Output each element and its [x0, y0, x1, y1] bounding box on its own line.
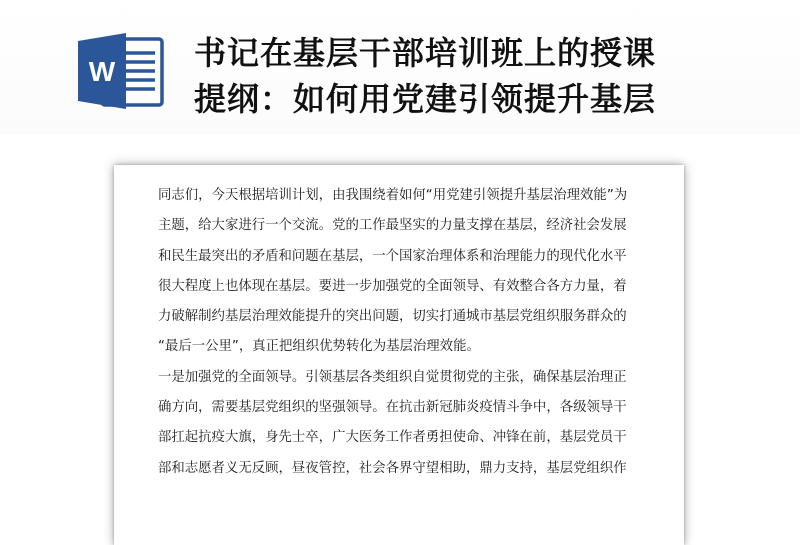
word-document-icon: [76, 31, 166, 111]
document-title: [194, 30, 754, 122]
body-line: 主题，给大家进行一个交流。党的工作最坚实的力量支撑在基层，经济社会发展: [158, 218, 627, 234]
body-line: 很大程度上也体现在基层。要进一步加强党的全面领导、有效整合各方力量，着: [158, 278, 627, 294]
body-line: “最后一公里”，真正把组织优势转化为基层治理效能。: [158, 339, 480, 355]
logo-letter: W: [88, 56, 116, 87]
body-line: 和民生最突出的矛盾和问题在基层，一个国家治理体系和治理能力的现代化水平: [158, 248, 627, 264]
document-page: [114, 165, 684, 545]
body-line: 力破解制约基层治理效能提升的突出问题，切实打通城市基层党组织服务群众的: [158, 309, 627, 325]
body-line: 部和志愿者义无反顾，昼夜管控，社会各界守望相助，鼎力支持，基层党组织作: [158, 460, 627, 476]
body-line: 同志们，今天根据培训计划，由我围绕着如何“用党建引领提升基层治理效能”为: [158, 188, 628, 203]
body-line: 确方向，需要基层党组织的坚强领导。在抗击新冠肺炎疫情斗争中，各级领导干: [158, 400, 627, 416]
document-body: [158, 181, 650, 484]
body-line: 部扛起抗疫大旗，身先士卒，广大医务工作者勇担使命、冲锋在前，基层党员干: [158, 430, 627, 446]
title-line-2: 提纲：如何用党建引领提升基层: [194, 80, 657, 118]
title-line-1: 书记在基层干部培训班上的授课: [194, 34, 657, 72]
body-line: 一是加强党的全面领导。引领基层各类组织自觉贯彻党的主张，确保基层治理正: [158, 369, 627, 385]
